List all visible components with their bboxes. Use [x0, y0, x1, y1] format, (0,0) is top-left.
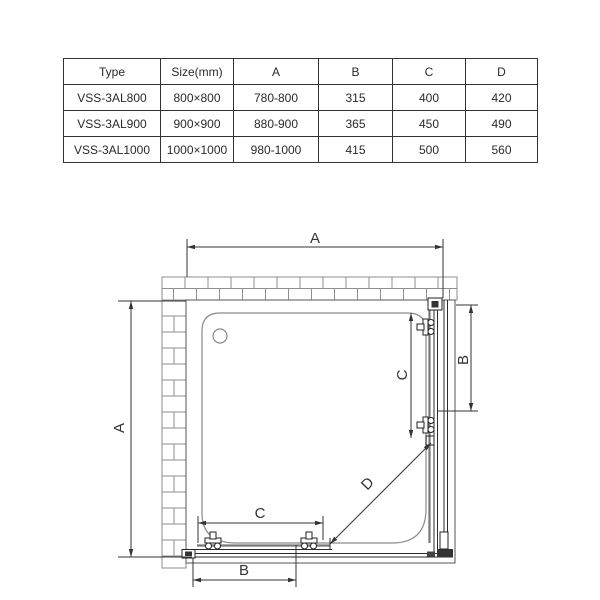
- drain-icon: [213, 329, 227, 343]
- technical-drawing: [0, 200, 600, 600]
- cell-b: 415: [319, 137, 393, 163]
- door-bottom: [186, 538, 453, 557]
- dim-label-c-right: C: [394, 369, 411, 381]
- table-row: [64, 85, 538, 111]
- cell-a: 880-900: [234, 111, 319, 137]
- shower-tray: [202, 313, 426, 543]
- cell-size: 900×900: [161, 111, 234, 137]
- cell-type: VSS-3AL800: [64, 85, 161, 111]
- hardware-blocks: [182, 298, 453, 558]
- dim-label-d-diagonal: D: [357, 474, 378, 494]
- cell-c: 450: [393, 111, 466, 137]
- cell-type: VSS-3AL900: [64, 111, 161, 137]
- table-header-row: [64, 59, 538, 85]
- cell-a: 780-800: [234, 85, 319, 111]
- column-header-b: B: [319, 59, 393, 85]
- cell-d: 420: [466, 85, 538, 111]
- cell-type: VSS-3AL1000: [64, 137, 161, 163]
- table-row: [64, 111, 538, 137]
- cell-c: 400: [393, 85, 466, 111]
- dim-label-a-left: A: [111, 422, 128, 434]
- dim-label-b-bottom: B: [238, 562, 250, 579]
- cell-size: 1000×1000: [161, 137, 234, 163]
- column-header-d: D: [466, 59, 538, 85]
- column-header-a: A: [234, 59, 319, 85]
- cell-b: 315: [319, 85, 393, 111]
- wall-left-hatch: [162, 300, 186, 568]
- cell-size: 800×800: [161, 85, 234, 111]
- cell-b: 365: [319, 111, 393, 137]
- column-header-type: Type: [64, 59, 161, 85]
- dim-label-b-right: B: [455, 354, 472, 366]
- cell-d: 490: [466, 111, 538, 137]
- cell-d: 560: [466, 137, 538, 163]
- table-row: [64, 137, 538, 163]
- cell-a: 980-1000: [234, 137, 319, 163]
- door-rollers: [205, 319, 434, 549]
- dimension-labels: [111, 230, 472, 579]
- dim-label-a-top: A: [309, 230, 321, 247]
- wall-top-hatch: [162, 277, 457, 300]
- dimension-lines: [118, 239, 478, 587]
- cell-c: 500: [393, 137, 466, 163]
- column-header-c: C: [393, 59, 466, 85]
- dim-label-c-bottom: C: [254, 505, 266, 522]
- column-header-size: Size(mm): [161, 59, 234, 85]
- spec-table: [63, 58, 538, 163]
